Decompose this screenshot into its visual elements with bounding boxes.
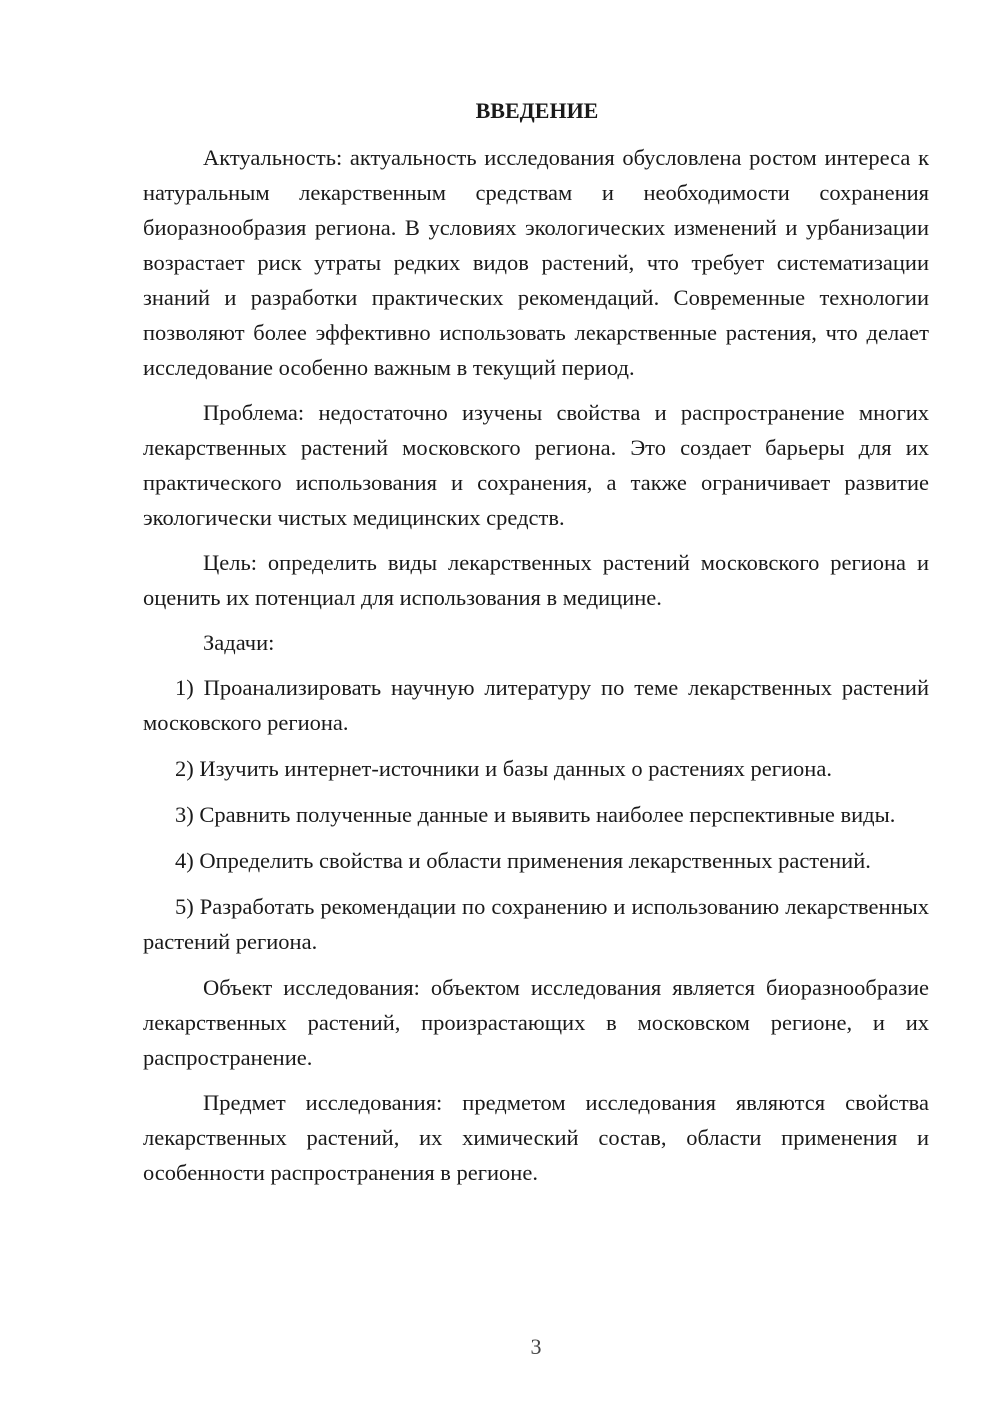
task-item-4: 4) Определить свойства и области применения лекарственных растений. [175, 848, 871, 873]
tasks-list [143, 670, 929, 959]
page-number: 3 [530, 1334, 542, 1359]
subject-paragraph: Предмет исследования: предметом исследования являются свойства лекарственных растений, их химический состав, области применения и особенности распространения в регионе. [143, 1090, 929, 1185]
goal-paragraph: Цель: определить виды лекарственных растений московского региона и оценить их потенциал для использования в медицине. [143, 550, 929, 610]
task-item-3: 3) Сравнить полученные данные и выявить наиболее перспективные виды. [175, 802, 896, 827]
page-title: ВВЕДЕНИЕ [475, 98, 599, 123]
document-body [143, 94, 929, 1200]
task-item-1: 1) Проанализировать научную литературу по теме лекарственных растений московского региона. [143, 675, 929, 735]
object-paragraph: Объект исследования: объектом исследования является биоразнообразие лекарственных растений, произрастающих в московском регионе, и их распространение. [143, 975, 929, 1070]
task-item-2: 2) Изучить интернет-источники и базы данных о растениях региона. [175, 756, 832, 781]
tasks-heading: Задачи: [203, 630, 275, 655]
problem-paragraph: Проблема: недостаточно изучены свойства и распространение многих лекарственных растений московского региона. Это создает барьеры для их практического использования и сохранения, а также ограничивает развитие экологически чистых медицинских средств. [143, 400, 929, 530]
task-item-5: 5) Разработать рекомендации по сохранению и использованию лекарственных растений региона. [143, 894, 929, 954]
relevance-paragraph: Актуальность: актуальность исследования обусловлена ростом интереса к натуральным лекарственным средствам и необходимости сохранения биоразнообразия региона. В условиях экологических изменений и урбанизации возрастает риск утраты редких видов растений, что требует систематизации знаний и разработки практических рекомендаций. Современные технологии позволяют более эффективно использовать лекарственные растения, что делает исследование особенно важным в текущий период. [143, 145, 929, 380]
